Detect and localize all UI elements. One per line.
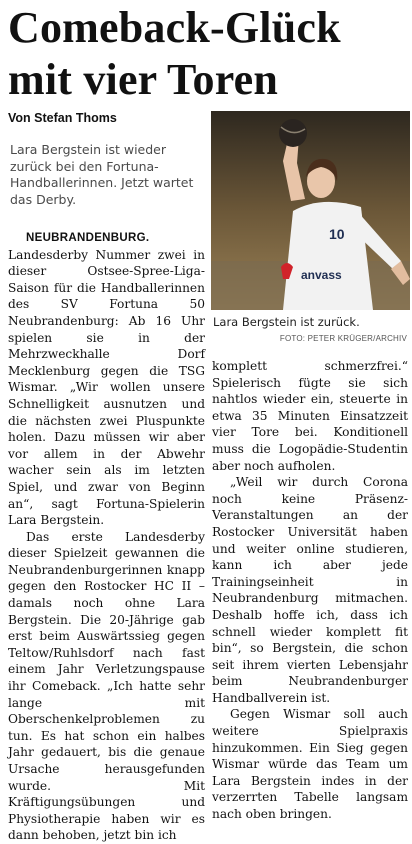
jersey-number: 10 [329,226,345,242]
dateline: NEUBRANDENBURG. [26,232,150,244]
body-paragraph: komplett schmerzfrei.“ Spielerisch fügte sie sich nahtlos wieder ein, steuerte in etwa 35 Minuten Einsatzzeit vier Tore bei. Konditionell muss die Logopädie-Studentin aber noch aufholen. [212,359,408,473]
body-paragraph: „Weil wir durch Corona noch keine Präsenz-Veranstaltungen an der Rostocker Universität haben und weiter online studieren, kann ich aber jede Trainingseinheit in Neubrandenburg mitmachen. Deshalb hoffe ich, dass ich schnell wieder komplett fit bin“, so Bergstein, die schon seit ihrem vierten Lebensjahr beim Neubrandenburger Handballverein ist. [212,475,408,705]
body-paragraph: Das erste Landesderby dieser Spielzeit gewannen die Neubrandenburgerinnen knapp gegen den Rostocker HC II – damals noch ohne Lara Bergstein. Die 20-Jährige gab erst beim Auswärtssieg gegen Teltow/Ruhlsdorf nach fast einem Jahr Verletzungspause ihr Comeback. „Ich hatte sehr lange mit Oberschenkelproblemen zu tun. Es hat schon ein halbes Jahr gedauert, bis die genaue Ursache herausgefunden wurde. Mit Kräftigungsübungen und Physiotherapie haben wir es dann behoben, jetzt bin ich [8,529,205,843]
headline-line-2: mit vier Toren [8,55,279,104]
byline: Von Stefan Thoms [8,111,117,125]
handball-player-image [211,111,410,310]
body-paragraph: Gegen Wismar soll auch weitere Spielpraxis hinzukommen. Ein Sieg gegen Wismar würde das Team um Lara Bergstein indes in der verzerrten Tabelle langsam nach oben bringen. [212,707,408,822]
photo-caption: Lara Bergstein ist zurück. [213,315,360,329]
article-column-2 [212,358,408,823]
article-column-1 [8,229,205,844]
body-paragraph [8,229,205,529]
headline [8,2,408,106]
teaser: Lara Bergstein ist wieder zurück bei den Fortuna-Handballerinnen. Jetzt wartet das Derby. [10,142,194,207]
photo-credit: FOTO: PETER KRÜGER/ARCHIV [279,334,407,343]
headline-line-1: Comeback-Glück [8,3,341,52]
body-text: Landesderby Nummer zwei in dieser Ostsee-Spree-Liga-Saison für die Handballerinnen des SV Fortuna 50 Neubrandenburg: Ab 16 Uhr spielen sie in der Mehrzweckhalle Dorf Mecklenburg gegen die TSG Wismar. „Wir wollen unsere Schnelligkeit ausnutzen und die nächsten zwei Pluspunkte holen. Dazu müssen wir aber vor allem in der Abwehr wacher sein als im letzten Spiel, und zwar von Beginn an“, sagt Fortuna-Spielerin Lara Bergstein. [8,247,205,528]
article-photo [211,111,410,310]
jersey-sponsor: anvass [301,268,342,282]
